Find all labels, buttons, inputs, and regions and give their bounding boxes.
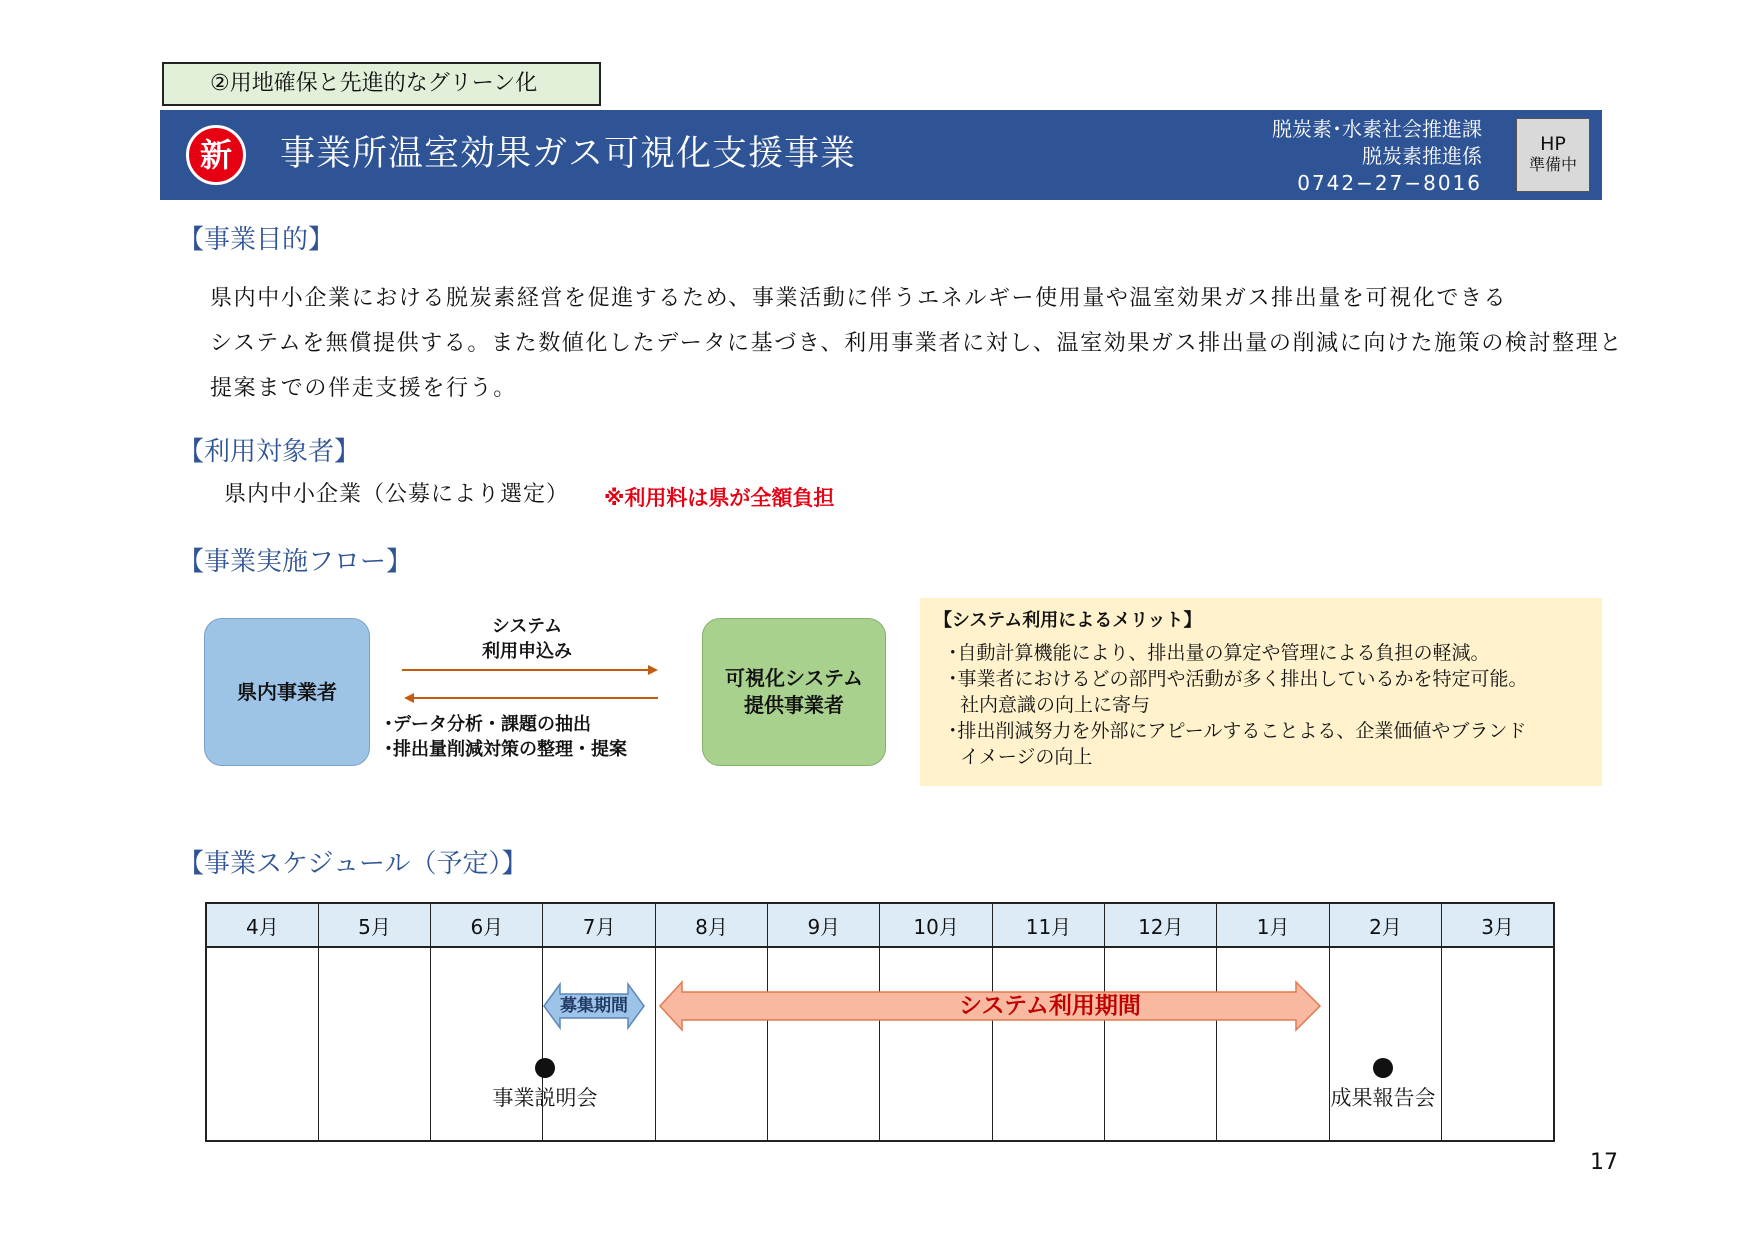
month-header: 9月 xyxy=(768,903,880,947)
page-number: 17 xyxy=(1590,1150,1618,1175)
month-header: 1月 xyxy=(1217,903,1329,947)
application-label xyxy=(452,614,602,664)
month-header: 5月 xyxy=(318,903,430,947)
page-title: 事業所温室効果ガス可視化支援事業 xyxy=(280,134,857,174)
provider-line: 提供事業者 xyxy=(744,693,844,717)
month-header: 11月 xyxy=(992,903,1104,947)
hp-label: HP xyxy=(1540,133,1566,155)
merit-item: ･自動計算機能により、排出量の算定や管理による負担の軽減。 xyxy=(948,642,1490,664)
contact-info xyxy=(1272,116,1482,197)
title-bar xyxy=(160,110,1602,200)
event-marker-dot xyxy=(535,1058,555,1078)
month-header: 12月 xyxy=(1105,903,1217,947)
merit-item: 社内意識の向上に寄与 xyxy=(960,694,1151,716)
support-label-line: ･データ分析・課題の抽出 xyxy=(384,714,591,735)
month-header: 2月 xyxy=(1329,903,1441,947)
purpose-line: 県内中小企業における脱炭素経営を促進するため、事業活動に伴うエネルギー使用量や温室効果ガス排出量を可視化できる xyxy=(210,286,1508,311)
month-header: 4月 xyxy=(206,903,318,947)
section-label: 脱炭素推進係 xyxy=(1362,144,1482,168)
hp-status-box xyxy=(1516,118,1590,192)
provider-line: 可視化システム xyxy=(725,666,863,690)
local-business-box: 県内事業者 xyxy=(204,618,370,766)
category-tag: ②用地確保と先進的なグリーン化 xyxy=(162,62,601,106)
purpose-heading: 【事業目的】 xyxy=(178,225,335,255)
purpose-line: 提案までの伴走支援を行う。 xyxy=(210,376,517,401)
month-header: 7月 xyxy=(543,903,655,947)
fee-note: ※利用料は県が全額負担 xyxy=(604,486,835,510)
left-arrow-head xyxy=(404,693,414,703)
purpose-paragraph xyxy=(210,276,1623,411)
flow-heading: 【事業実施フロー】 xyxy=(178,547,413,577)
merit-item: イメージの向上 xyxy=(960,746,1093,768)
month-header: 3月 xyxy=(1442,903,1554,947)
event-report-label: 成果報告会 xyxy=(1330,1086,1436,1110)
merit-panel xyxy=(920,598,1602,786)
event-briefing-label: 事業説明会 xyxy=(492,1086,598,1110)
flow-arrows xyxy=(400,660,670,706)
application-label-line: 利用申込み xyxy=(482,641,572,662)
hp-status: 準備中 xyxy=(1528,155,1577,174)
system-provider-box xyxy=(702,618,886,766)
schedule-heading: 【事業スケジュール（予定）】 xyxy=(178,849,528,879)
month-header: 10月 xyxy=(880,903,992,947)
merit-item: ･排出削減努力を外部にアピールすることよる、企業価値やブランド xyxy=(948,720,1527,742)
system-period-label: システム利用期間 xyxy=(959,993,1141,1019)
department-label: 脱炭素･水素社会推進課 xyxy=(1272,117,1482,141)
support-label-line: ･排出量削減対策の整理・提案 xyxy=(384,739,627,760)
month-header-row xyxy=(206,903,1554,947)
phone-number: 0742−27−8016 xyxy=(1297,171,1482,195)
month-header: 8月 xyxy=(655,903,767,947)
right-arrow-head xyxy=(648,665,658,675)
recruit-period-label: 募集期間 xyxy=(560,996,628,1016)
new-badge: 新 xyxy=(186,125,246,185)
event-marker-dot xyxy=(1373,1058,1393,1078)
support-label xyxy=(384,712,627,762)
merit-item: ･事業者におけるどの部門や活動が多く排出しているかを特定可能。 xyxy=(948,668,1528,690)
purpose-line: システムを無償提供する。また数値化したデータに基づき、利用事業者に対し、温室効果ガス排出量の削減に向けた施策の検討整理と xyxy=(210,331,1623,356)
target-heading: 【利用対象者】 xyxy=(178,437,361,467)
application-label-line: システム xyxy=(491,616,563,637)
month-header: 6月 xyxy=(431,903,543,947)
merit-title: 【システム利用によるメリット】 xyxy=(934,610,1202,631)
target-text: 県内中小企業（公募により選定） xyxy=(224,482,570,507)
